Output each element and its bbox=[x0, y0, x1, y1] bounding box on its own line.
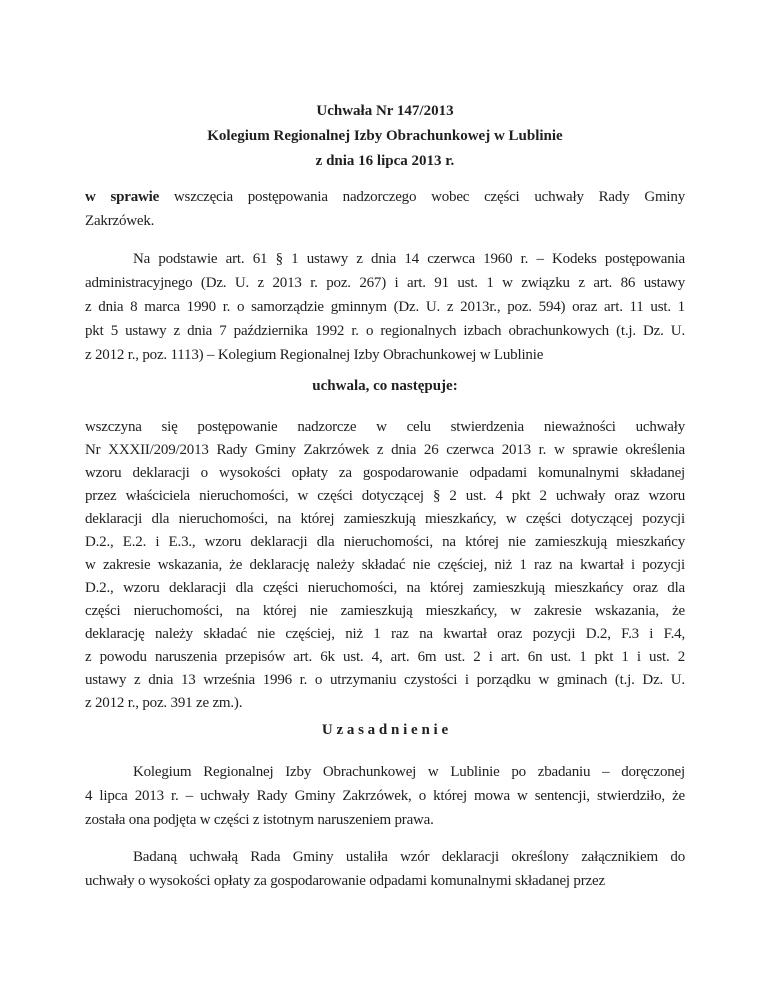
document-content bbox=[85, 99, 685, 893]
resolution-paragraph-line: ustawy z dnia 13 września 1996 r. o utrzymaniu czystości i porządku w gminach (t.j. Dz. U. bbox=[85, 672, 685, 688]
resolution-heading bbox=[85, 374, 685, 399]
resolution-paragraph-line: przez właściciela nieruchomości, w części dotyczącej § 2 ust. 4 pkt 2 uchwały oraz wzoru bbox=[85, 488, 685, 504]
legal-basis-paragraph-line: z dnia 8 marca 1990 r. o samorządzie gminnym (Dz. U. z 2013r., poz. 594) oraz art. 11 ust. 1 bbox=[85, 299, 685, 315]
legal-basis-paragraph-line: z 2012 r., poz. 1113) – Kolegium Regionalnej Izby Obrachunkowej w Lublinie bbox=[85, 347, 544, 363]
justification-paragraph-2-line: Badaną uchwałą Rada Gminy ustaliła wzór deklaracji określony załącznikiem do bbox=[133, 849, 685, 865]
legal-basis-paragraph-line: Na podstawie art. 61 § 1 ustawy z dnia 14 czerwca 1960 r. – Kodeks postępowania bbox=[133, 251, 685, 267]
document-title-line: Kolegium Regionalnej Izby Obrachunkowej w Lublinie bbox=[207, 128, 563, 144]
document-title-line: Uchwała Nr 147/2013 bbox=[316, 103, 454, 119]
resolution-paragraph-line: z powodu naruszenia przepisów art. 6k ust. 4, art. 6m ust. 2 i art. 6n ust. 1 pkt 1 i ust. 2 bbox=[85, 649, 685, 665]
justification-paragraph-2-line: uchwały o wysokości opłaty za gospodarowanie odpadami komunalnymi składanej przez bbox=[85, 873, 605, 889]
legal-basis-paragraph bbox=[85, 247, 685, 367]
subject-paragraph bbox=[85, 185, 685, 233]
resolution-paragraph-line: D.2., E.2. i E.3., wzoru deklaracji dla nieruchomości, na której nie zamieszkują mieszkańcy bbox=[85, 534, 685, 550]
justification-heading-line: U z a s a d n i e n i e bbox=[321, 722, 449, 738]
document-title-line: z dnia 16 lipca 2013 r. bbox=[315, 153, 455, 169]
justification-heading bbox=[85, 718, 685, 743]
resolution-paragraph-line: wszczyna się postępowanie nadzorcze w celu stwierdzenia nieważności uchwały bbox=[85, 419, 685, 435]
resolution-paragraph-line: wzoru deklaracji o wysokości opłaty za gospodarowanie odpadami komunalnymi składanej bbox=[85, 465, 685, 481]
subject-paragraph-line: w sprawie wszczęcia postępowania nadzorczego wobec części uchwały Rady Gminy bbox=[85, 189, 686, 205]
resolution-paragraph-line: w zakresie wskazania, że deklarację należy składać nie częściej, niż 1 raz na kwartał i pozycji bbox=[85, 557, 685, 573]
justification-paragraph-1-line: 4 lipca 2013 r. – uchwały Rady Gminy Zakrzówek, o której mowa w sentencji, stwierdziło, że bbox=[85, 788, 685, 804]
bold-run: w sprawie bbox=[85, 189, 160, 205]
justification-paragraph-2 bbox=[85, 845, 685, 893]
subject-paragraph-line: Zakrzówek. bbox=[85, 213, 155, 229]
resolution-paragraph bbox=[85, 416, 685, 715]
resolution-paragraph-line: z 2012 r., poz. 391 ze zm.). bbox=[85, 695, 243, 711]
resolution-heading-line: uchwala, co następuje: bbox=[312, 378, 458, 394]
resolution-paragraph-line: deklarację należy składać nie częściej, niż 1 raz na kwartał oraz pozycji D.2, F.3 i F.4, bbox=[85, 626, 685, 642]
resolution-paragraph-line: D.2., wzoru deklaracji dla części nieruchomości, na której zamieszkują mieszkańcy oraz dla bbox=[85, 580, 685, 596]
justification-paragraph-1 bbox=[85, 760, 685, 832]
document-title bbox=[85, 99, 685, 174]
justification-paragraph-1-line: została ona podjęta w części z istotnym naruszeniem prawa. bbox=[85, 812, 434, 828]
justification-paragraph-1-line: Kolegium Regionalnej Izby Obrachunkowej w Lublinie po zbadaniu – doręczonej bbox=[133, 764, 685, 780]
legal-basis-paragraph-line: pkt 5 ustawy z dnia 7 października 1992 r. o regionalnych izbach obrachunkowych (t.j. Dz. U. bbox=[85, 323, 685, 339]
resolution-paragraph-line: deklaracji dla nieruchomości, na której zamieszkują mieszkańcy, w części dotyczącej pozycji bbox=[85, 511, 685, 527]
legal-basis-paragraph-line: administracyjnego (Dz. U. z 2013 r. poz. 267) i art. 91 ust. 1 w związku z art. 86 ustawy bbox=[85, 275, 685, 291]
resolution-paragraph-line: Nr XXXII/209/2013 Rady Gminy Zakrzówek z dnia 26 czerwca 2013 r. w sprawie określenia bbox=[85, 442, 685, 458]
resolution-paragraph-line: części nieruchomości, na której nie zamieszkują mieszkańcy, w zakresie wskazania, że bbox=[85, 603, 685, 619]
